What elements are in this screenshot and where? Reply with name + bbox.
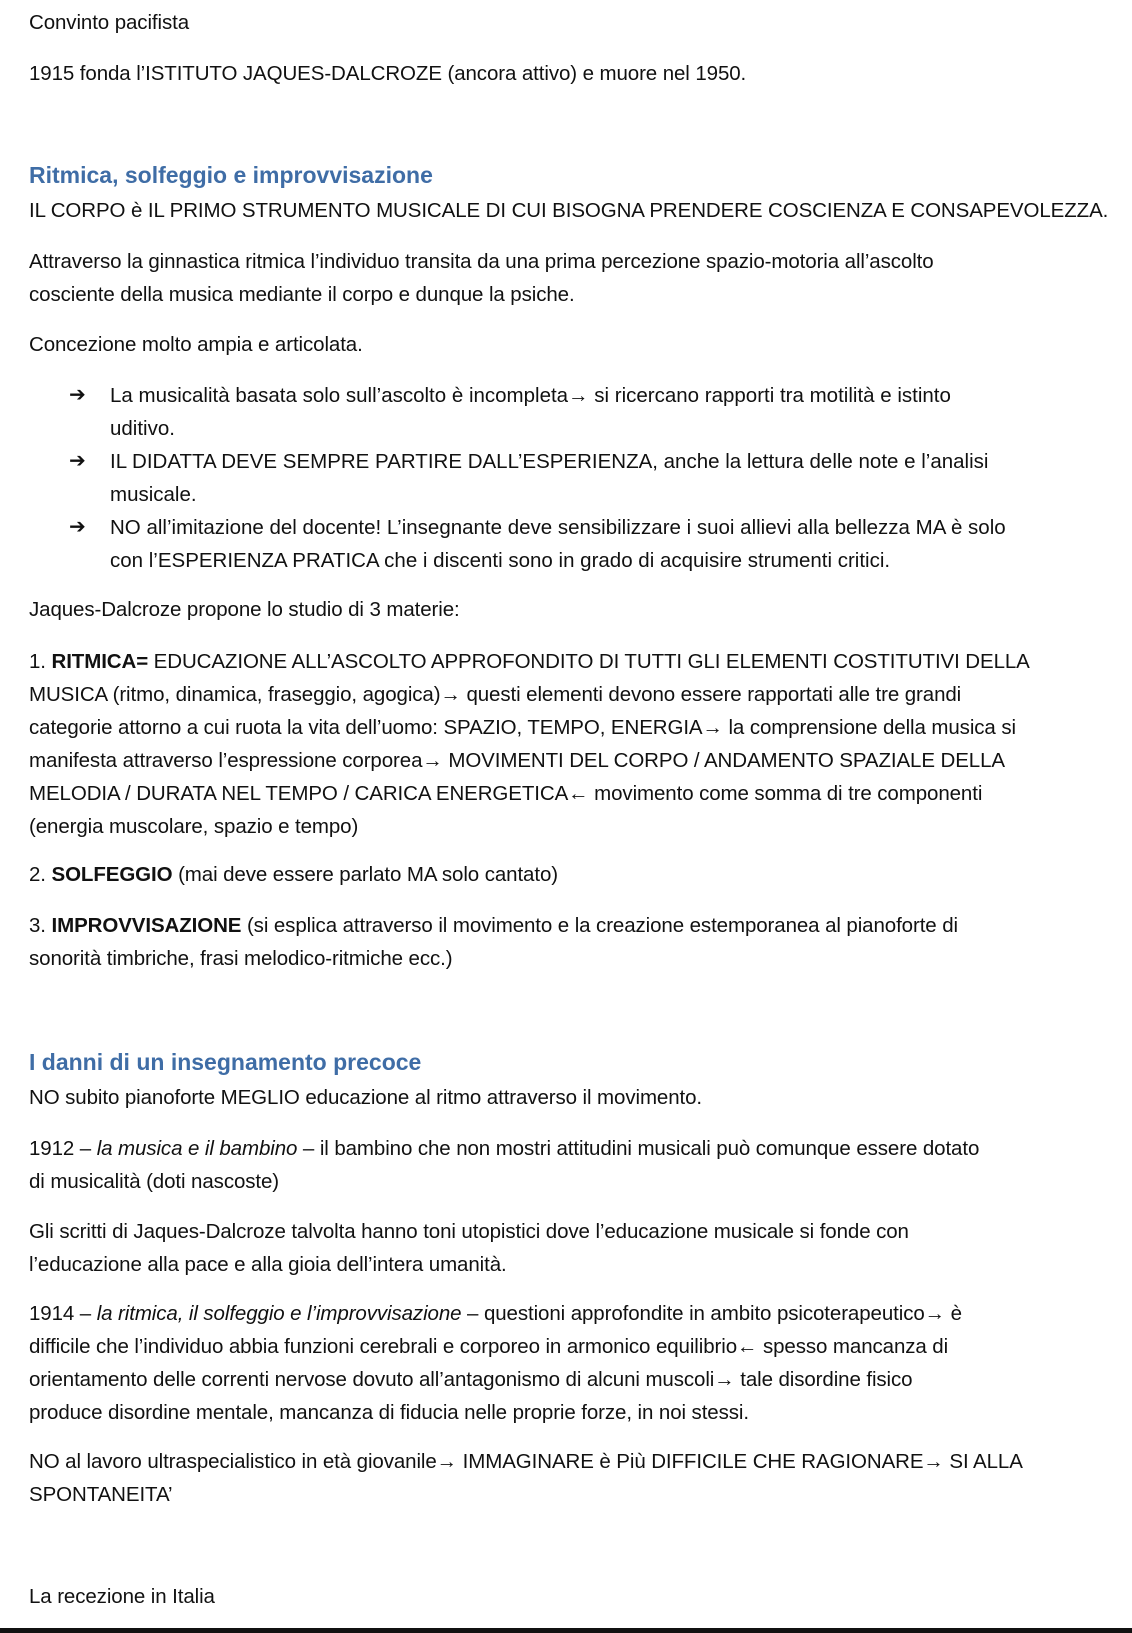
text-line: difficile che l’individuo abbia funzioni cerebrali e corporeo in armonico equilibrio← spesso mancanza di (29, 1335, 949, 1358)
text-line: cosciente della musica mediante il corpo e dunque la psiche. (29, 283, 575, 306)
text-span: 1914 – (29, 1302, 97, 1325)
text-span: EDUCAZIONE ALL’ASCOLTO APPROFONDITO DI TUTTI GLI ELEMENTI COSTITUTIVI DELLA (148, 650, 1030, 673)
text-line (29, 1132, 979, 1165)
list-item (29, 511, 1119, 577)
text-line: MELODIA / DURATA NEL TEMPO / CARICA ENERGETICA← movimento come somma di tre componenti (29, 782, 983, 805)
paragraph-pacifist: Convinto pacifista (29, 11, 190, 34)
subject-solfeggio (29, 858, 558, 891)
text-line: sonorità timbriche, frasi melodico-ritmiche ecc.) (29, 947, 453, 970)
subject-improvvisazione (29, 909, 958, 975)
text-line: manifesta attraverso l’espressione corporea→ MOVIMENTI DEL CORPO / ANDAMENTO SPAZIALE DELLA (29, 749, 1005, 772)
text-line: La musicalità basata solo sull’ascolto è incompleta→ si ricercano rapporti tra motilità e istinto (110, 384, 951, 407)
text-line: SPONTANEITA’ (29, 1483, 173, 1506)
text-line (29, 909, 958, 942)
heading-danni: I danni di un insegnamento precoce (29, 1049, 422, 1075)
text-line: IL DIDATTA DEVE SEMPRE PARTIRE DALL’ESPERIENZA, anche la lettura delle note e l’analisi (110, 450, 989, 473)
text-line: musicale. (110, 483, 197, 506)
subject-title: IMPROVVISAZIONE (51, 914, 242, 937)
book-title: la ritmica, il solfeggio e l’improvvisazione (96, 1302, 462, 1325)
list-number: 1. (29, 650, 52, 673)
arrow-list (29, 379, 1119, 577)
paragraph-concezione: Concezione molto ampia e articolata. (29, 333, 363, 356)
text-line: Gli scritti di Jaques-Dalcroze talvolta hanno toni utopistici dove l’educazione musicale si fonde con (29, 1220, 909, 1243)
text-line (29, 645, 1030, 678)
heading-ritmica: Ritmica, solfeggio e improvvisazione (29, 162, 433, 188)
paragraph-spontaneita (29, 1445, 1023, 1511)
text-span: 1912 – (29, 1137, 97, 1160)
text-line: Attraverso la ginnastica ritmica l’individuo transita da una prima percezione spazio-motoria all’ascolto (29, 250, 934, 273)
list-item (29, 445, 1119, 511)
text-line (29, 1297, 962, 1330)
arrow-right-icon: ➔ (69, 384, 86, 406)
subject-ritmica (29, 645, 1030, 843)
paragraph-body: IL CORPO è IL PRIMO STRUMENTO MUSICALE DI CUI BISOGNA PRENDERE COSCIENZA E CONSAPEVOLEZZA. (29, 199, 1109, 222)
text-span: (mai deve essere parlato MA solo cantato) (172, 863, 558, 886)
subject-title: SOLFEGGIO (51, 863, 173, 886)
paragraph-ginnastica (29, 245, 934, 311)
text-span: – il bambino che non mostri attitudini musicali può comunque essere dotato (297, 1137, 980, 1160)
paragraph-materie: Jaques-Dalcroze propone lo studio di 3 materie: (29, 598, 460, 621)
page-bottom-border (0, 1628, 1132, 1633)
text-span: – questioni approfondite in ambito psicoterapeutico→ è (461, 1302, 962, 1325)
text-line: produce disordine mentale, mancanza di fiducia nelle proprie forze, in noi stessi. (29, 1401, 749, 1424)
paragraph-recezione: La recezione in Italia (29, 1585, 215, 1608)
paragraph-institute: 1915 fonda l’ISTITUTO JAQUES-DALCROZE (ancora attivo) e muore nel 1950. (29, 62, 747, 85)
text-line: (energia muscolare, spazio e tempo) (29, 815, 359, 838)
list-item (29, 379, 1119, 445)
text-line: NO all’imitazione del docente! L’insegnante deve sensibilizzare i suoi allievi alla bellezza MA è solo (110, 516, 1006, 539)
subject-title: RITMICA= (51, 650, 149, 673)
book-title: la musica e il bambino (96, 1137, 298, 1160)
text-span: (si esplica attraverso il movimento e la creazione estemporanea al pianoforte di (241, 914, 958, 937)
text-line: orientamento delle correnti nervose dovuto all’antagonismo di alcuni muscoli→ tale disordine fisico (29, 1368, 913, 1391)
list-number: 3. (29, 914, 52, 937)
paragraph-1914 (29, 1297, 962, 1429)
text-line: con l’ESPERIENZA PRATICA che i discenti sono in grado di acquisire strumenti critici. (110, 549, 891, 572)
list-number: 2. (29, 863, 52, 886)
text-line: MUSICA (ritmo, dinamica, fraseggio, agogica)→ questi elementi devono essere rapportati alle tre grandi (29, 683, 962, 706)
paragraph-1912 (29, 1132, 979, 1198)
text-line: NO al lavoro ultraspecialistico in età giovanile→ IMMAGINARE è Più DIFFICILE CHE RAGIONARE→ SI ALLA (29, 1450, 1023, 1473)
arrow-right-icon: ➔ (69, 450, 86, 472)
paragraph-pianoforte: NO subito pianoforte MEGLIO educazione al ritmo attraverso il movimento. (29, 1086, 703, 1109)
arrow-right-icon: ➔ (69, 516, 86, 538)
text-line: l’educazione alla pace e alla gioia dell’intera umanità. (29, 1253, 507, 1276)
text-line: di musicalità (doti nascoste) (29, 1170, 280, 1193)
text-line: categorie attorno a cui ruota la vita dell’uomo: SPAZIO, TEMPO, ENERGIA→ la comprensione della musica si (29, 716, 1016, 739)
paragraph-scritti (29, 1215, 909, 1281)
text-line: uditivo. (110, 417, 175, 440)
